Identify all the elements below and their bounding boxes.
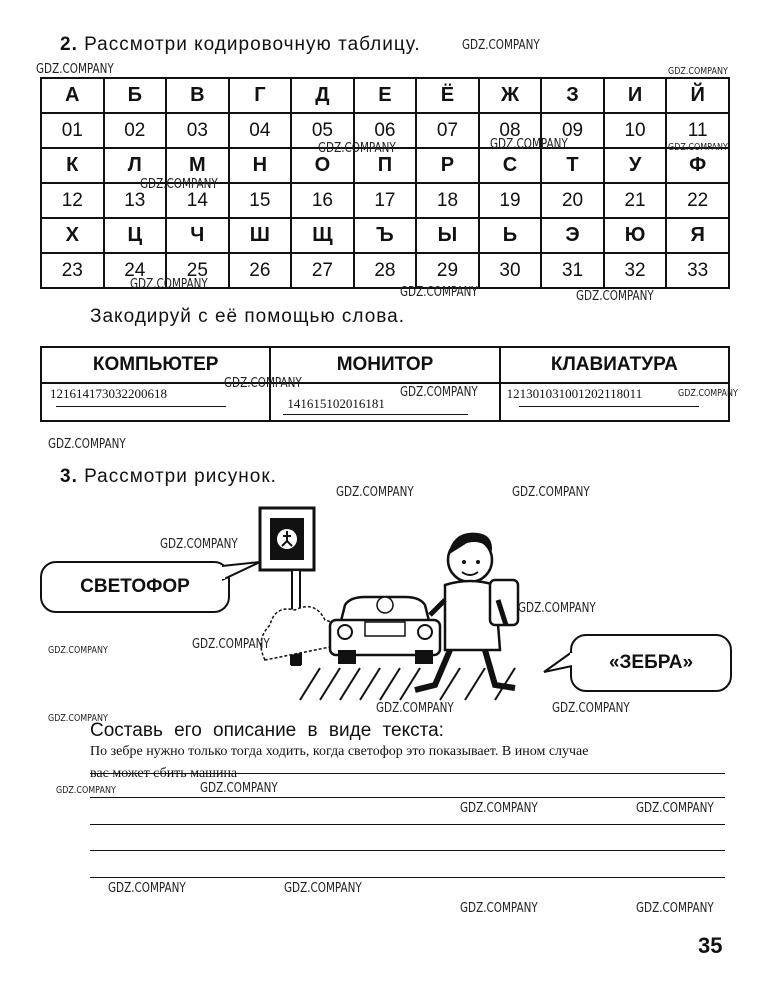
bubble-zebra: «ЗЕБРА»	[570, 634, 732, 692]
code-number-cell: 15	[229, 183, 292, 218]
code-letter-cell: Ш	[229, 218, 292, 253]
word-header-keyboard: КЛАВИАТУРА	[500, 347, 729, 383]
code-number-cell: 28	[354, 253, 417, 288]
code-number-cell: 19	[479, 183, 542, 218]
code-letter-cell: Ы	[416, 218, 479, 253]
watermark-text: GDZ.COMPANY	[636, 801, 714, 816]
code-letter-cell: Т	[541, 148, 604, 183]
watermark-text: GDZ.COMPANY	[284, 881, 362, 896]
code-letter-cell: Й	[666, 78, 729, 113]
answer-underline	[56, 406, 226, 407]
code-letter-cell: Ч	[166, 218, 229, 253]
watermark-text: GDZ.COMPANY	[318, 141, 396, 156]
watermark-text: GDZ.COMPANY	[48, 713, 108, 724]
encode-instruction: Закодируй с её помощью слова.	[90, 306, 405, 327]
code-letters-row	[41, 218, 729, 253]
watermark-text: GDZ.COMPANY	[36, 62, 114, 77]
code-letter-cell: С	[479, 148, 542, 183]
answer-keyboard: 121301031001202118011	[506, 386, 643, 401]
code-number-cell: 20	[541, 183, 604, 218]
task2-number: 2.	[60, 34, 78, 55]
code-letter-cell: Ъ	[354, 218, 417, 253]
code-number-cell: 09	[541, 113, 604, 148]
code-letter-cell: Я	[666, 218, 729, 253]
watermark-text: GDZ.COMPANY	[130, 277, 208, 292]
watermark-text: GDZ.COMPANY	[668, 66, 728, 77]
code-letter-cell: К	[41, 148, 104, 183]
code-letter-cell: М	[166, 148, 229, 183]
code-letter-cell: Ж	[479, 78, 542, 113]
code-number-cell: 05	[291, 113, 354, 148]
code-number-cell: 22	[666, 183, 729, 218]
writing-line[interactable]	[90, 824, 725, 825]
code-number-cell: 27	[291, 253, 354, 288]
words-table	[40, 346, 730, 422]
watermark-text: GDZ.COMPANY	[460, 901, 538, 916]
code-letter-cell: А	[41, 78, 104, 113]
code-number-cell: 01	[41, 113, 104, 148]
answer-underline	[519, 406, 699, 407]
watermark-text: GDZ.COMPANY	[636, 901, 714, 916]
code-letter-cell: Ф	[666, 148, 729, 183]
watermark-text: GDZ.COMPANY	[224, 376, 302, 391]
task3-title	[60, 466, 277, 488]
code-number-cell: 08	[479, 113, 542, 148]
code-number-cell: 33	[666, 253, 729, 288]
answer-monitor: 141615102016181	[287, 396, 385, 411]
watermark-text: GDZ.COMPANY	[668, 142, 728, 153]
code-letter-cell: Н	[229, 148, 292, 183]
code-number-cell: 31	[541, 253, 604, 288]
writing-line[interactable]	[90, 877, 725, 878]
code-letter-cell: З	[541, 78, 604, 113]
code-number-cell: 30	[479, 253, 542, 288]
code-letter-cell: Э	[541, 218, 604, 253]
watermark-text: GDZ.COMPANY	[48, 437, 126, 452]
code-number-cell: 18	[416, 183, 479, 218]
car-drawing	[330, 597, 440, 664]
watermark-text: GDZ.COMPANY	[376, 701, 454, 716]
task2-text: Рассмотри кодировочную таблицу.	[84, 34, 421, 55]
answer-computer: 121614173032200618	[50, 386, 167, 401]
code-number-cell: 25	[166, 253, 229, 288]
code-number-cell: 14	[166, 183, 229, 218]
code-letter-cell: Ю	[604, 218, 667, 253]
watermark-text: GDZ.COMPANY	[192, 637, 270, 652]
watermark-text: GDZ.COMPANY	[400, 385, 478, 400]
answer-line-1: По зебре нужно только тогда ходить, когда светофор это показывает. В ином случае	[90, 744, 589, 759]
compose-instruction: Составь его описание в виде текста:	[90, 720, 444, 741]
writing-line[interactable]	[90, 850, 725, 851]
code-number-cell: 26	[229, 253, 292, 288]
code-number-cell: 13	[104, 183, 167, 218]
page-number: 35	[698, 933, 723, 958]
watermark-text: GDZ.COMPANY	[336, 485, 414, 500]
code-number-cell: 21	[604, 183, 667, 218]
code-letters-row	[41, 78, 729, 113]
watermark-text: GDZ.COMPANY	[512, 485, 590, 500]
bubble-tail-right	[542, 650, 574, 680]
code-letter-cell: И	[604, 78, 667, 113]
task3-text: Рассмотри рисунок.	[84, 466, 277, 487]
code-letter-cell: Д	[291, 78, 354, 113]
watermark-text: GDZ.COMPANY	[678, 388, 738, 399]
watermark-text: GDZ.COMPANY	[490, 137, 568, 152]
code-letter-cell: П	[354, 148, 417, 183]
answer-line-2: вас может сбить машина	[90, 766, 238, 781]
code-letter-cell: У	[604, 148, 667, 183]
watermark-text: GDZ.COMPANY	[462, 38, 540, 53]
code-letter-cell: Щ	[291, 218, 354, 253]
code-letter-cell: В	[166, 78, 229, 113]
watermark-text: GDZ.COMPANY	[48, 645, 108, 656]
writing-line[interactable]	[90, 773, 725, 774]
watermark-text: GDZ.COMPANY	[400, 285, 478, 300]
answer-underline	[283, 414, 468, 415]
word-header-computer: КОМПЬЮТЕР	[41, 347, 270, 383]
code-number-cell: 16	[291, 183, 354, 218]
code-number-cell: 10	[604, 113, 667, 148]
watermark-text: GDZ.COMPANY	[518, 601, 596, 616]
bubble-tail-left	[222, 560, 264, 586]
watermark-text: GDZ.COMPANY	[108, 881, 186, 896]
task2-title	[60, 34, 421, 56]
code-number-cell: 24	[104, 253, 167, 288]
bubble-traffic-light: СВЕТОФОР	[40, 561, 230, 613]
watermark-text: GDZ.COMPANY	[56, 785, 116, 796]
code-letter-cell: Ц	[104, 218, 167, 253]
code-number-cell: 07	[416, 113, 479, 148]
code-letter-cell: Х	[41, 218, 104, 253]
code-letter-cell: Г	[229, 78, 292, 113]
code-number-cell: 03	[166, 113, 229, 148]
code-letter-cell: Ё	[416, 78, 479, 113]
code-letter-cell: Р	[416, 148, 479, 183]
boy-drawing	[415, 533, 518, 690]
code-letter-cell: О	[291, 148, 354, 183]
watermark-text: GDZ.COMPANY	[552, 701, 630, 716]
watermark-text: GDZ.COMPANY	[460, 801, 538, 816]
code-letter-cell: Л	[104, 148, 167, 183]
code-number-cell: 32	[604, 253, 667, 288]
code-letter-cell: Ь	[479, 218, 542, 253]
task3-number: 3.	[60, 466, 78, 487]
watermark-text: GDZ.COMPANY	[160, 537, 238, 552]
code-number-cell: 02	[104, 113, 167, 148]
code-number-cell: 29	[416, 253, 479, 288]
writing-line[interactable]	[90, 797, 725, 798]
traffic-scene-illustration	[240, 500, 540, 705]
code-number-cell: 06	[354, 113, 417, 148]
code-number-cell: 12	[41, 183, 104, 218]
watermark-text: GDZ.COMPANY	[140, 177, 218, 192]
watermark-text: GDZ.COMPANY	[200, 781, 278, 796]
code-letter-cell: Б	[104, 78, 167, 113]
code-number-cell: 04	[229, 113, 292, 148]
code-number-cell: 23	[41, 253, 104, 288]
code-letter-cell: Е	[354, 78, 417, 113]
code-number-cell: 17	[354, 183, 417, 218]
watermark-text: GDZ.COMPANY	[576, 289, 654, 304]
code-number-cell: 11	[666, 113, 729, 148]
word-header-monitor: МОНИТОР	[270, 347, 499, 383]
